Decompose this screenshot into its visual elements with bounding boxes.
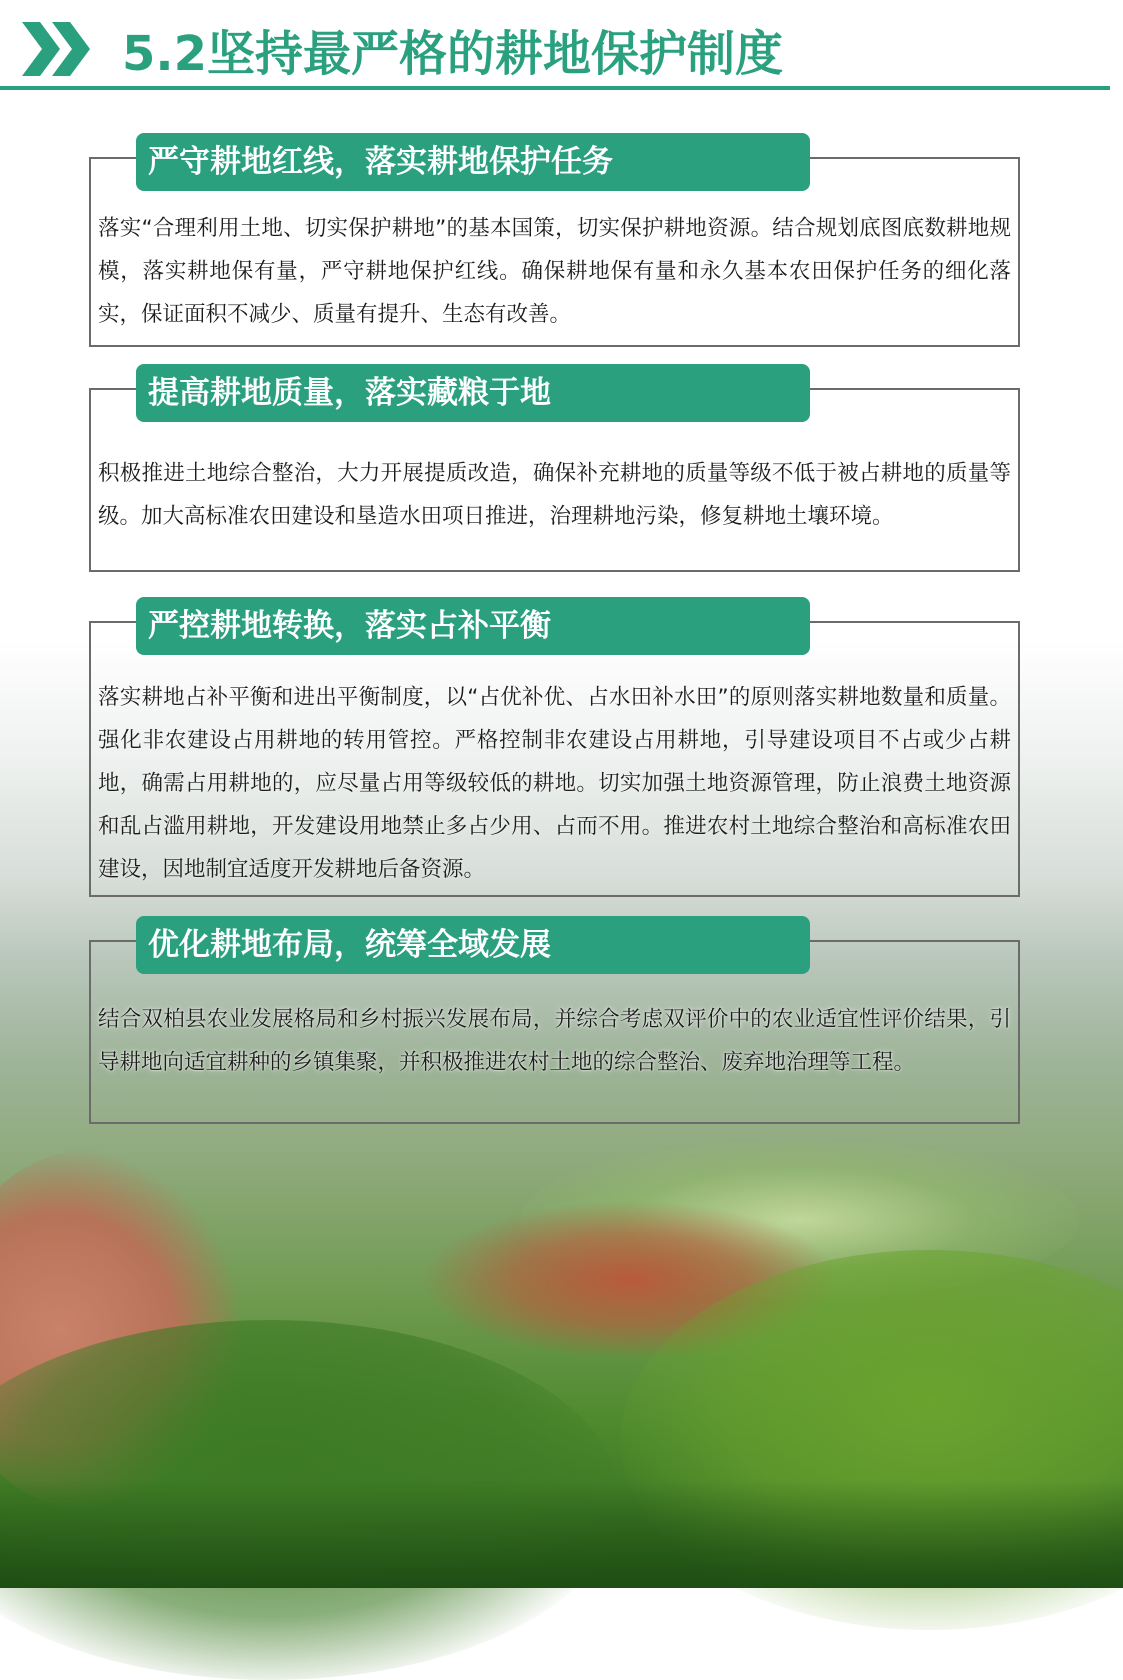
section-farmland-layout — [89, 916, 1020, 1124]
section-title: 严守耕地红线，落实耕地保护任务 — [148, 144, 613, 180]
double-chevron-icon — [22, 22, 94, 76]
section-body: 落实“合理利用土地、切实保护耕地”的基本国策，切实保护耕地资源。结合规划底图底数耕地规模，落实耕地保有量，严守耕地保护红线。确保耕地保有量和永久基本农田保护任务的细化落实，保证面积不减少、质量有提升、生态有改善。 — [98, 216, 1011, 327]
section-farmland-conversion — [89, 597, 1020, 897]
section-heading-tab — [136, 364, 810, 422]
section-heading-tab — [136, 597, 810, 655]
section-heading-tab — [136, 133, 810, 191]
section-farmland-quality — [89, 364, 1020, 572]
page-title: 5.2坚持最严格的耕地保护制度 — [122, 26, 784, 82]
page-header — [0, 0, 1123, 92]
section-heading-tab — [136, 916, 810, 974]
section-title: 提高耕地质量，落实藏粮于地 — [148, 375, 551, 411]
section-body: 落实耕地占补平衡和进出平衡制度，以“占优补优、占水田补水田”的原则落实耕地数量和质量。强化非农建设占用耕地的转用管控。严格控制非农建设占用耕地，引导建设项目不占或少占耕地，确需占用耕地的，应尽量占用等级较低的耕地。切实加强土地资源管理，防止浪费土地资源和乱占滥用耕地，开发建设用地禁止多占少用、占而不用。推进农村土地综合整治和高标准农田建设，因地制宜适度开发耕地后备资源。 — [98, 685, 1011, 882]
section-farmland-redline — [89, 133, 1020, 347]
header-divider — [0, 86, 1110, 90]
section-body: 积极推进土地综合整治，大力开展提质改造，确保补充耕地的质量等级不低于被占耕地的质量等级。加大高标准农田建设和垦造水田项日推进，治理耕地污染，修复耕地土壤环境。 — [98, 461, 1011, 529]
section-body: 结合双柏县农业发展格局和乡村振兴发展布局，并综合考虑双评价中的农业适宜性评价结果，引导耕地向适宜耕种的乡镇集聚，并积极推进农村土地的综合整治、废弃地治理等工程。 — [98, 1007, 1011, 1075]
section-title: 优化耕地布局，统筹全域发展 — [148, 927, 551, 963]
section-title: 严控耕地转换，落实占补平衡 — [148, 608, 551, 644]
